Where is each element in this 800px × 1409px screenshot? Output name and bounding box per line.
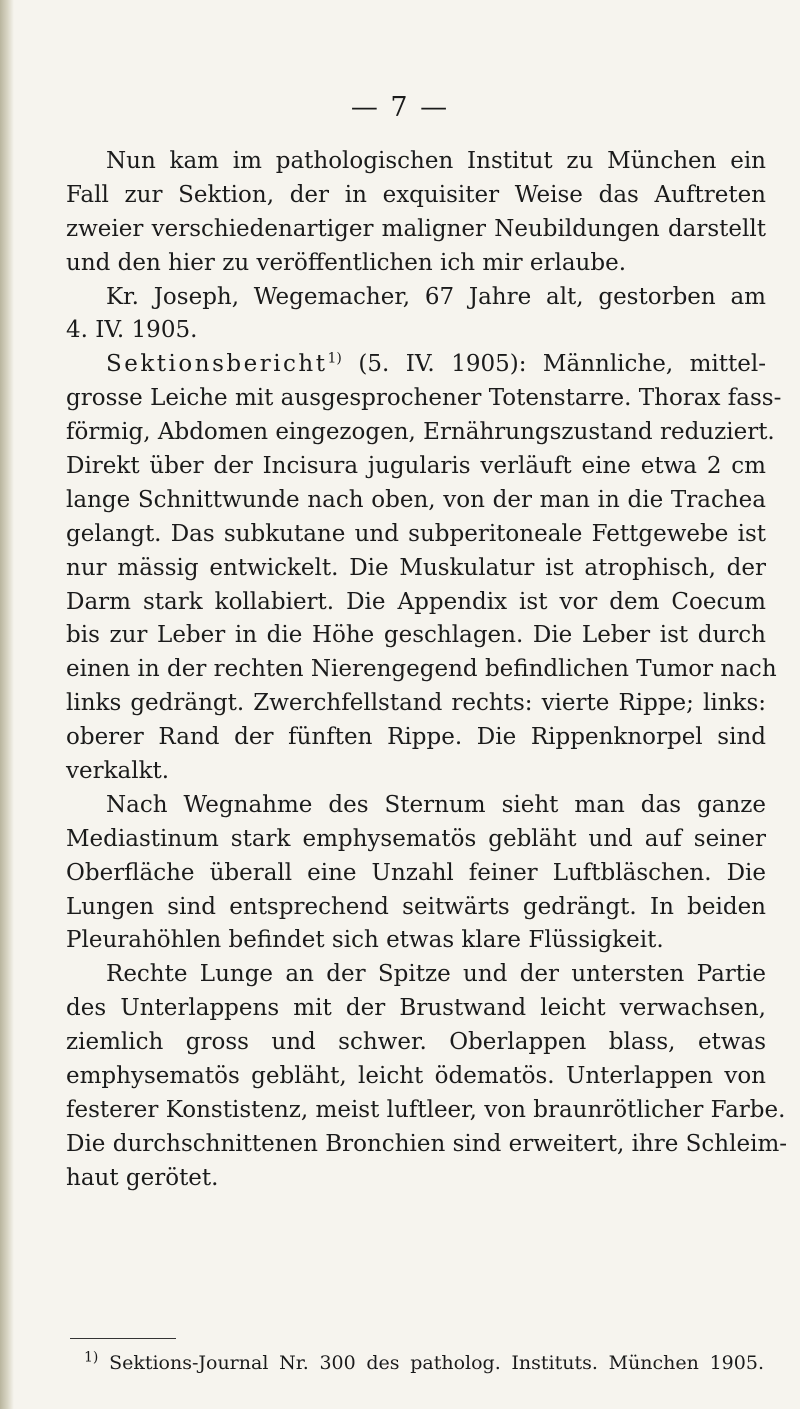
text-line: grosse Leiche mit ausgesprochener Totenstarre. Thorax fass-	[66, 385, 782, 412]
footnote-ref: 1)	[327, 350, 342, 367]
text-line: Die durchschnittenen Bronchien sind erweitert, ihre Schleim-	[66, 1130, 788, 1157]
text-line-rest: (5. IV. 1905): Männliche, mittel-	[358, 351, 767, 378]
scan-edge-shadow	[0, 0, 14, 1409]
text-line: Nun kam im pathologischen Institut zu München ein	[106, 148, 766, 174]
text-line: Mediastinum stark emphysematös gebläht und auf seiner	[66, 825, 766, 852]
text-line: des Unterlappens mit der Brustwand leicht verwachsen,	[66, 995, 766, 1022]
text-line: Direkt über der Incisura jugularis verläuft eine etwa 2 cm	[66, 453, 766, 480]
text-line: festerer Konstistenz, meist luftleer, von braunrötlicher Farbe.	[66, 1096, 786, 1123]
text-line: Kr. Joseph, Wegemacher, 67 Jahre alt, gestorben am	[106, 283, 766, 310]
text-line: Lungen sind entsprechend seitwärts gedrängt. In beiden	[66, 893, 766, 920]
text-line: bis zur Leber in die Höhe geschlagen. Die Leber ist durch	[66, 622, 766, 649]
text-line: förmig, Abdomen eingezogen, Ernährungszustand reduziert.	[66, 419, 775, 446]
text-line: gelangt. Das subkutane und subperitoneale Fettgewebe ist	[66, 520, 766, 547]
text-line: einen in der rechten Nierengegend befindlichen Tumor nach	[66, 656, 777, 683]
text-line: links gedrängt. Zwerchfellstand rechts: vierte Rippe; links:	[66, 690, 766, 717]
page-number: — 7 —	[350, 92, 450, 123]
text-line: Fall zur Sektion, der in exquisiter Weise das Auftreten	[66, 181, 766, 208]
footnote-text: Sektions-Journal Nr. 300 des patholog. Instituts. München 1905.	[109, 1352, 764, 1374]
text-line: emphysematös gebläht, leicht ödematös. Unterlappen von	[66, 1063, 766, 1090]
text-line: Darm stark kollabiert. Die Appendix ist vor dem Coecum	[66, 588, 766, 615]
text-line: Rechte Lunge an der Spitze und der untersten Partie	[106, 961, 766, 988]
text-line: 4. IV. 1905.	[66, 317, 198, 344]
body-text	[66, 145, 788, 1196]
text-line: Oberfläche überall eine Unzahl feiner Luftbläschen. Die	[66, 859, 766, 886]
text-line: Pleurahöhlen befindet sich etwas klare Flüssigkeit.	[66, 927, 664, 954]
text-line: ziemlich gross und schwer. Oberlappen blass, etwas	[66, 1029, 766, 1056]
text-line: lange Schnittwunde nach oben, von der man in die Trachea	[66, 486, 766, 513]
footnote-rule	[70, 1338, 176, 1339]
section-heading-line	[66, 348, 766, 382]
text-line: Nach Wegnahme des Sternum sieht man das ganze	[106, 791, 766, 818]
text-line: oberer Rand der fünften Rippe. Die Rippenknorpel sind	[66, 724, 766, 751]
footnote-marker: 1)	[84, 1349, 99, 1366]
footnote	[84, 1350, 764, 1376]
text-line: und den hier zu veröffentlichen ich mir erlaube.	[66, 249, 627, 276]
text-line: nur mässig entwickelt. Die Muskulatur ist atrophisch, der	[66, 554, 766, 581]
text-line: zweier verschiedenartiger maligner Neubildungen darstellt	[66, 215, 766, 242]
section-heading: Sektionsbericht	[106, 351, 328, 378]
text-line: haut gerötet.	[66, 1164, 219, 1191]
text-line: verkalkt.	[66, 758, 170, 785]
